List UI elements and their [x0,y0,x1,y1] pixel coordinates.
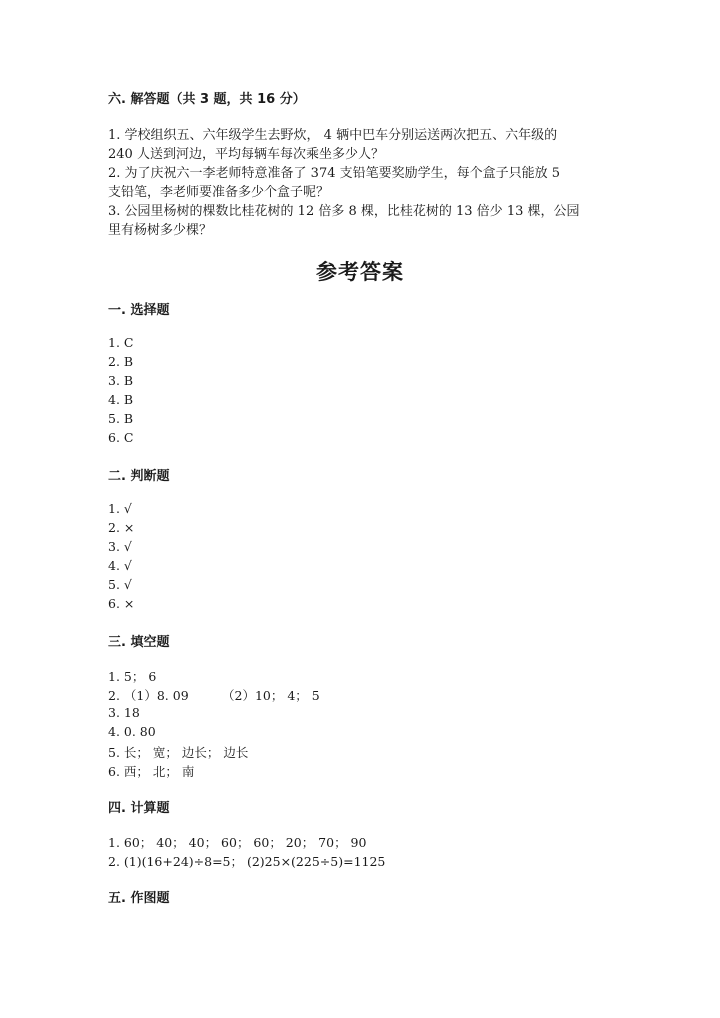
question-2-line-1: 2. 为了庆祝六一李老师特意准备了 374 支铅笔要奖励学生，每个盒子只能放 5 [108,166,561,181]
part3-answer-2b: （2）10； 4； 5 [222,688,320,703]
part2-answer-2: 2. × [108,520,135,535]
part1-heading: 一. 选择题 [108,303,170,318]
part1-answer-3: 3. B [108,373,134,388]
part2-answer-1: 1. √ [108,501,132,516]
part1-answer-1: 1. C [108,335,134,350]
question-1-line-2: 240 人送到河边，平均每辆车每次乘坐多少人？ [108,147,384,162]
part3-answer-5: 5. 长； 宽； 边长； 边长 [108,745,249,760]
part4-answer-1: 1. 60； 40； 40； 60； 60； 20； 70； 90 [108,835,367,850]
part2-answer-6: 6. × [108,596,135,611]
part3-answer-3: 3. 18 [108,705,140,720]
part2-answer-5: 5. √ [108,577,132,592]
answer-title: 参考答案 [316,260,404,284]
part3-answer-1: 1. 5； 6 [108,669,157,684]
part2-answer-4: 4. √ [108,558,132,573]
part1-answer-2: 2. B [108,354,134,369]
section6-heading: 六. 解答题（共 3 题，共 16 分） [108,92,306,107]
part4-answer-2: 2. (1)(16+24)÷8=5； (2)25×(225÷5)=1125 [108,854,386,869]
part2-answer-3: 3. √ [108,539,132,554]
part3-answer-2a: 2. （1）8. 09 [108,688,189,703]
part3-answer-4: 4. 0. 80 [108,724,156,739]
question-1-line-1: 1. 学校组织五、六年级学生去野炊， 4 辆中巴车分别运送两次把五、六年级的 [108,128,558,143]
part5-heading: 五. 作图题 [108,891,170,906]
part1-answer-5: 5. B [108,411,134,426]
part3-answer-6: 6. 西； 北； 南 [108,764,195,779]
question-3-line-2: 里有杨树多少棵？ [108,223,213,238]
question-2-line-2: 支铅笔，李老师要准备多少个盒子呢？ [108,185,330,200]
part1-answer-6: 6. C [108,430,134,445]
part3-heading: 三. 填空题 [108,635,170,650]
part4-heading: 四. 计算题 [108,801,170,816]
question-3-line-1: 3. 公园里杨树的棵数比桂花树的 12 倍多 8 棵，比桂花树的 13 倍少 13 棵，公园 [108,204,580,219]
part2-heading: 二. 判断题 [108,469,170,484]
part1-answer-4: 4. B [108,392,134,407]
